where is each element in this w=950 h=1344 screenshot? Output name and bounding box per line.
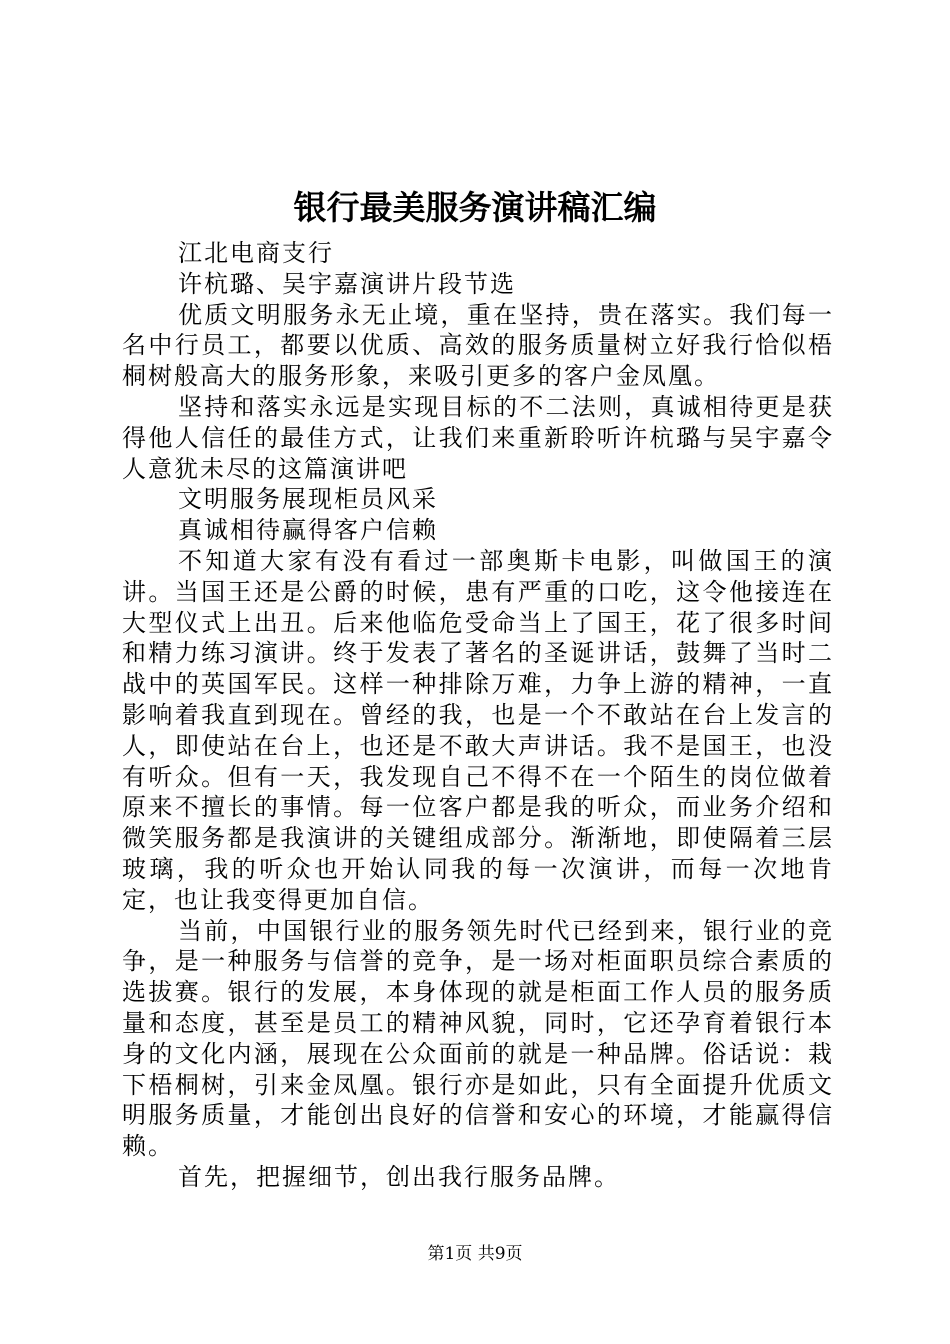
body-paragraph: 不知道大家有没有看过一部奥斯卡电影，叫做国王的演讲。当国王还是公爵的时候，患有严重的口吃，这令他接连在大型仪式上出丑。后来他临危受命当上了国王，花了很多时间和精力练习演讲。终于发表了著名的圣诞讲话，鼓舞了当时二战中的英国军民。这样一种排除万难，力争上游的精神，一直影响着我直到现在。曾经的我，也是一个不敢站在台上发言的人，即使站在台上，也还是不敢大声讲话。我不是国王，也没有听众。但有一天，我发现自己不得不在一个陌生的岗位做着原来不擅长的事情。每一位客户都是我的听众，而业务介绍和微笑服务都是我演讲的关键组成部分。渐渐地，即使隔着三层玻璃，我的听众也开始认同我的每一次演讲，而每一次地肯定，也让我变得更加自信。 (122, 546, 834, 914)
body-paragraph: 坚持和落实永远是实现目标的不二法则，真诚相待更是获得他人信任的最佳方式，让我们来重新聆听许杭璐与吴宇嘉令人意犹未尽的这篇演讲吧 (122, 392, 834, 483)
body-paragraph: 当前，中国银行业的服务领先时代已经到来，银行业的竞争，是一种服务与信誉的竞争，是一场对柜面职员综合素质的选拔赛。银行的发展，本身体现的就是柜面工作人员的服务质量和态度，甚至是员工的精神风貌，同时，它还孕育着银行本身的文化内涵，展现在公众面前的就是一种品牌。俗话说：栽下梧桐树，引来金凤凰。银行亦是如此，只有全面提升优质文明服务质量，才能创出良好的信誉和安心的环境，才能赢得信赖。 (122, 916, 834, 1161)
page-footer: 第1页 共9页 (427, 1244, 523, 1264)
speech-source: 许杭璐、吴宇嘉演讲片段节选 (178, 269, 516, 298)
speech-subtitle: 文明服务展现柜员风采 (178, 485, 438, 514)
document-body (122, 238, 834, 1193)
document-title: 银行最美服务演讲稿汇编 (293, 188, 657, 227)
body-paragraph: 优质文明服务永无止境，重在坚持，贵在落实。我们每一名中行员工，都要以优质、高效的服务质量树立好我行恰似梧桐树般高大的服务形象，来吸引更多的客户金凤凰。 (122, 300, 834, 391)
branch-name: 江北电商支行 (178, 239, 334, 267)
body-paragraph: 首先，把握细节，创出我行服务品牌。 (178, 1162, 620, 1191)
speech-subtitle: 真诚相待赢得客户信赖 (178, 516, 438, 545)
